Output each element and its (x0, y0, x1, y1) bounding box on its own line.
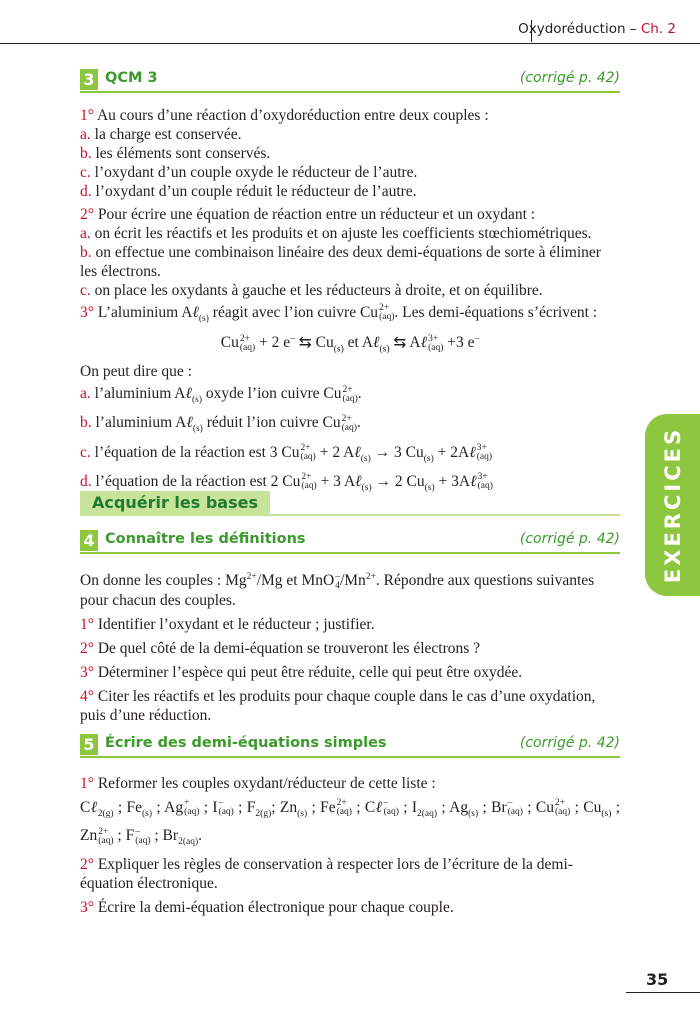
section-banner (80, 491, 620, 515)
exercise-title: Écrire des demi-équations simples (105, 735, 387, 751)
exercise-5-header (80, 734, 620, 758)
option-a: a. on écrit les réactifs et les produits et on ajuste les coefficients stœchiométriques. (80, 225, 592, 242)
exercise-number: 4 (80, 530, 98, 551)
question-2: 2° Expliquer les règles de conservation à respecter lors de l’écriture de la demi-équation électronique. (80, 856, 573, 893)
question-3: 3° Écrire la demi-équation électronique pour chaque couple. (80, 899, 454, 917)
question-4: 4° Citer les réactifs et les produits pour chaque couple dans le cas d’une oxydation, puis d’une réduction. (80, 687, 596, 724)
question-1: 1° Au cours d’une réaction d’oxydoréduction entre deux couples : (80, 107, 489, 124)
header-title: Oxydoréduction – Ch. 2 (518, 21, 676, 37)
option-a: a. la charge est conservée. (80, 126, 242, 143)
option-c: c. l’équation de la réaction est 3 Cu 2+ (aq) + 2 Aℓ$_{(s)}$ → 3 $Cu_{(s)}$ + 2Aℓ 3+ (aq) (80, 442, 492, 464)
on-peut-dire: On peut dire que : (80, 363, 192, 381)
option-d: d. l’oxydant d’un couple réduit le réducteur de l’autre. (80, 183, 417, 200)
half-equations: Cu 2+ (aq) + 2 e– ⇆ $Cu_{(s)}$ et Aℓ$_{(s)}$ ⇆ Aℓ 3+ (aq) +3 e– (220, 333, 480, 355)
corrige-link[interactable]: (corrigé p. 42) (519, 531, 620, 547)
question-2: 2° Pour écrire une équation de réaction entre un réducteur et un oxydant : (80, 206, 536, 223)
option-b: b. l’aluminium Aℓ$_{(s)}$ réduit l’ion cuivre Cu 2+ (aq) . (80, 413, 361, 435)
option-d: d. l’équation de la réaction est 2 Cu 2+ (aq) + 3 Aℓ$_{(s)}$ → 2 $Cu_{(s)}$ + 3Aℓ 3+ (aq) (80, 472, 493, 493)
section-banner-title: Acquérir les bases (80, 491, 270, 515)
corrige-link[interactable]: (corrigé p. 42) (519, 70, 620, 86)
option-c: c. on place les oxydants à gauche et les réducteurs à droite, et on équilibre. (80, 282, 543, 299)
page-header (0, 20, 700, 44)
question-3: 3° L’aluminium Aℓ$_{(s)}$ réagit avec l’ion cuivre Cu 2+ (aq) . Les demi-équations s’écrivent : (80, 303, 598, 325)
exercise-3-header (80, 69, 620, 93)
exercise-3-body (80, 106, 620, 498)
page-number-box (626, 970, 700, 993)
option-b: b. les éléments sont conservés. (80, 145, 271, 162)
exercise-4-body (80, 568, 620, 725)
page-number: 35 (646, 970, 669, 989)
question-1: 1° Reformer les couples oxydant/réducteur de cette liste : (80, 775, 436, 792)
exercise-number: 3 (80, 69, 98, 90)
header-rule (0, 43, 700, 44)
exercise-title: QCM 3 (105, 70, 158, 86)
side-tab-label: EXERCICES (660, 426, 685, 584)
question-2: 2° De quel côté de la demi-équation se trouveront les électrons ? (80, 639, 481, 657)
question-1: 1° Identifier l’oxydant et le réducteur ; justifier. (80, 615, 375, 633)
intro: On donne les couples : $Mg^{2+}/Mg$ et MnO – 4 $/Mn^{2+}$. Répondre aux questions suivantes pour chacun des couples. (80, 571, 595, 609)
option-c: c. l’oxydant d’un couple oxyde le réducteur de l’autre. (80, 164, 418, 181)
exercise-4-header (80, 530, 620, 554)
exercise-title: Connaître les définitions (105, 531, 306, 547)
species-list: Cℓ$_{2(g)}$ ; $Fe_{(s)}$ ; Ag + (aq) ; I – (aq) ; $F_{2(g)}$; $Zn_{(s)}$ ; Fe 2+ (aq) ; Cℓ – (aq) ; $I_{2(aq)}$ ; $Ag_{(s)}$ ; Br – (aq) ; Cu 2+ (aq) ; $Cu_{(s)}$ ; Zn 2+ (aq) ; F – (aq) ; $Br_{2(aq)}$. (80, 798, 621, 848)
side-tab (645, 414, 700, 596)
exercise-number: 5 (80, 734, 98, 755)
corrige-link[interactable]: (corrigé p. 42) (519, 735, 620, 751)
exercise-5-body (80, 774, 620, 917)
option-b: b. on effectue une combinaison linéaire des deux demi-équations de sorte à éliminer les électrons. (80, 244, 601, 280)
option-a: a. l’aluminium Aℓ$_{(s)}$ oxyde l’ion cuivre Cu 2+ (aq) . (80, 384, 362, 406)
question-3: 3° Déterminer l’espèce qui peut être réduite, celle qui peut être oxydée. (80, 663, 523, 681)
